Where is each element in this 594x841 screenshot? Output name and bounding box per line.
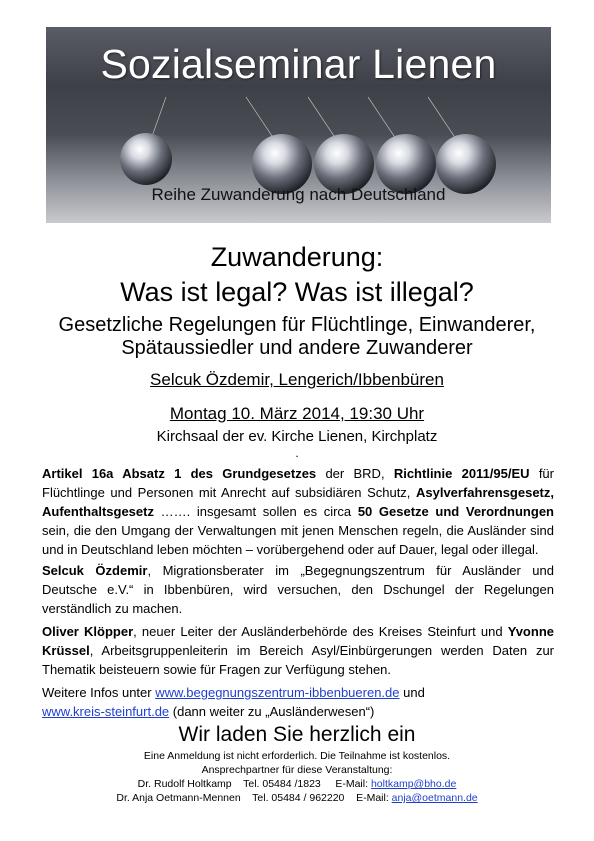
email-oetmann[interactable]: anja@oetmann.de xyxy=(391,792,478,804)
link-kreis-steinfurt[interactable]: www.kreis-steinfurt.de xyxy=(42,704,170,719)
paragraph-authority: Oliver Klöpper, neuer Leiter der Ausländerbehörde des Kreises Steinfurt und Yvonne Krüssel, Arbeitsgruppenleiterin im Bereich Asyl/Einbürgerungen werden Daten zur Thematik beisteuern sowie für Fragen zur Verfügung stehen. xyxy=(42,624,554,677)
link-begegnungszentrum[interactable]: www.begegnungszentrum-ibbenbueren.de xyxy=(155,685,400,700)
event-location: Kirchsaal der ev. Kirche Lienen, Kirchplatz xyxy=(156,428,438,445)
paragraph-laws: Artikel 16a Absatz 1 des Grundgesetzes der BRD, Richtlinie 2011/95/EU für Flüchtlinge und Personen mit Anrecht auf subsidiären Schutz, Asylverfahrensgesetz, Aufenthaltsgesetz ……. insgesamt sollen es circa 50 Gesetze und Verordnungen sein, die den Umgang der Verwaltungen mit jenen Menschen regeln, die Ausländer sind und in Deutschland leben möchten – vorübergehend oder auf Dauer, legal oder illegal. xyxy=(42,466,554,557)
header-banner xyxy=(46,27,551,223)
pendulum-ball-raised xyxy=(120,133,172,185)
paragraph-speaker: Selcuk Özdemir, Migrationsberater im „Begegnungszentrum für Ausländer und Deutsche e.V.“ in Ibbenbüren, wird versuchen, den Dschungel der Regelungen verständlich zu machen. xyxy=(42,563,555,616)
email-holtkamp[interactable]: holtkamp@bho.de xyxy=(370,778,457,790)
registration-note: Eine Anmeldung ist nicht erforderlich. Die Teilnahme ist kostenlos. xyxy=(143,750,451,762)
subheading-line-2: Spätaussiedler und andere Zuwanderer xyxy=(121,337,473,359)
banner-subtitle: Reihe Zuwanderung nach Deutschland xyxy=(151,185,446,204)
speaker-name: Selcuk Özdemir, Lengerich/Ibbenbüren xyxy=(150,370,444,389)
banner-title: Sozialseminar Lienen xyxy=(100,41,497,87)
paragraph-more-info: Weitere Infos unter www.begegnungszentrum-ibbenbueren.de und www.kreis-steinfurt.de (dann weiter zu „Ausländerwesen“) xyxy=(42,685,425,719)
contact-heading: Ansprechpartner für diese Veranstaltung: xyxy=(201,764,393,776)
contact-holtkamp: Dr. Rudolf Holtkamp Tel. 05484 /1823 E-Mail: holtkamp@bho.de xyxy=(137,778,457,790)
heading-line-1: Zuwanderung: xyxy=(210,242,384,272)
contact-oetmann: Dr. Anja Oetmann-Mennen Tel. 05484 / 962220 E-Mail: anja@oetmann.de xyxy=(116,792,478,804)
invitation-heading: Wir laden Sie herzlich ein xyxy=(178,723,416,746)
separator-dot: . xyxy=(295,446,299,460)
event-date: Montag 10. März 2014, 19:30 Uhr xyxy=(169,404,425,423)
subheading-line-1: Gesetzliche Regelungen für Flüchtlinge, Einwanderer, xyxy=(58,314,536,336)
heading-line-2: Was ist legal? Was ist illegal? xyxy=(120,277,474,307)
